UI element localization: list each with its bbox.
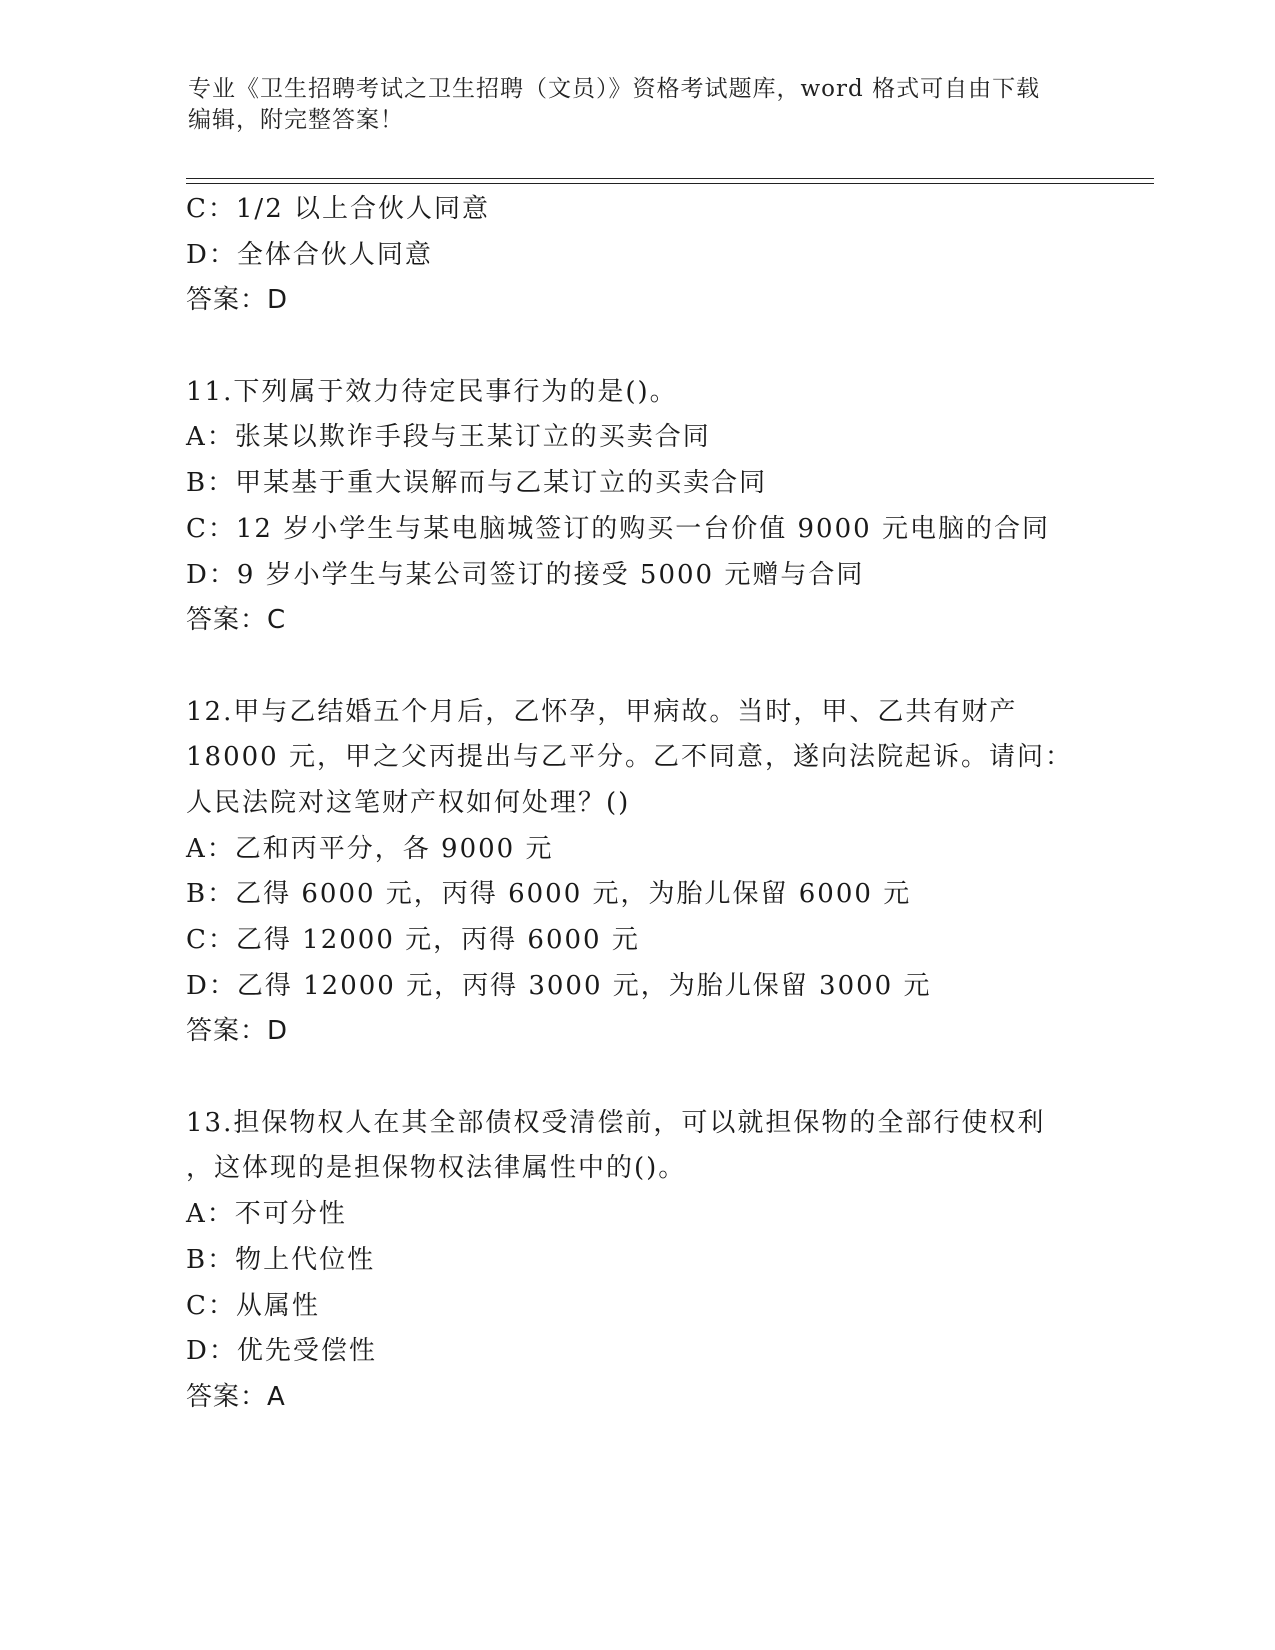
q12-option-b: B：乙得 6000 元，丙得 6000 元，为胎儿保留 6000 元 [186,879,912,910]
q13-option-a: A：不可分性 [186,1199,347,1230]
spacer [186,324,1086,370]
document-header [188,74,1088,136]
spacer [186,644,1086,690]
question-10-tail [186,187,1086,324]
q11-option-a: A：张某以欺诈手段与王某订立的买卖合同 [186,422,711,453]
q11-answer: 答案：C [186,605,287,636]
header-line-2: 编辑，附完整答案！ [188,107,404,133]
question-13 [186,1101,1086,1421]
q13-answer: 答案：A [186,1381,286,1412]
q12-stem-line-3: 人民法院对这笔财产权如何处理？() [186,787,631,818]
q12-stem-line-2: 18000 元，甲之父丙提出与乙平分。乙不同意，遂向法院起诉。请问： [186,742,1073,773]
q12-option-c: C：乙得 12000 元，丙得 6000 元 [186,925,640,955]
q12-stem-line-1: 12.甲与乙结婚五个月后，乙怀孕，甲病故。当时，甲、乙共有财产 [186,696,1018,727]
header-line-1: 专业《卫生招聘考试之卫生招聘（文员）》资格考试题库，word 格式可自由下载 [188,76,1041,102]
q12-option-a: A：乙和丙平分，各 9000 元 [186,833,554,864]
q10-answer: 答案：D [186,285,289,316]
q13-option-c: C：从属性 [186,1290,320,1321]
spacer [186,1055,1086,1101]
question-12 [186,690,1086,1056]
q11-option-d: D：9 岁小学生与某公司签订的接受 5000 元赠与合同 [186,559,865,590]
q13-stem-line-1: 13.担保物权人在其全部债权受清偿前，可以就担保物的全部行使权利 [186,1107,1046,1138]
q12-option-d: D：乙得 12000 元，丙得 3000 元，为胎儿保留 3000 元 [186,970,932,1001]
q13-option-b: B：物上代位性 [186,1244,376,1275]
q10-option-c: C：1/2 以上合伙人同意 [186,194,491,224]
question-list [186,187,1086,1421]
header-divider-top [186,178,1154,179]
q12-answer: 答案：D [186,1016,289,1047]
q10-option-d: D：全体合伙人同意 [186,239,433,270]
q11-option-b: B：甲某基于重大误解而与乙某订立的买卖合同 [186,468,768,499]
q13-stem-line-2: ，这体现的是担保物权法律属性中的()。 [186,1153,687,1184]
question-11 [186,370,1086,644]
q11-stem: 11.下列属于效力待定民事行为的是()。 [186,376,678,407]
header-divider-bottom [186,183,1154,184]
q13-option-d: D：优先受偿性 [186,1336,377,1367]
q11-option-c: C：12 岁小学生与某电脑城签订的购买一台价值 9000 元电脑的合同 [186,513,1050,544]
